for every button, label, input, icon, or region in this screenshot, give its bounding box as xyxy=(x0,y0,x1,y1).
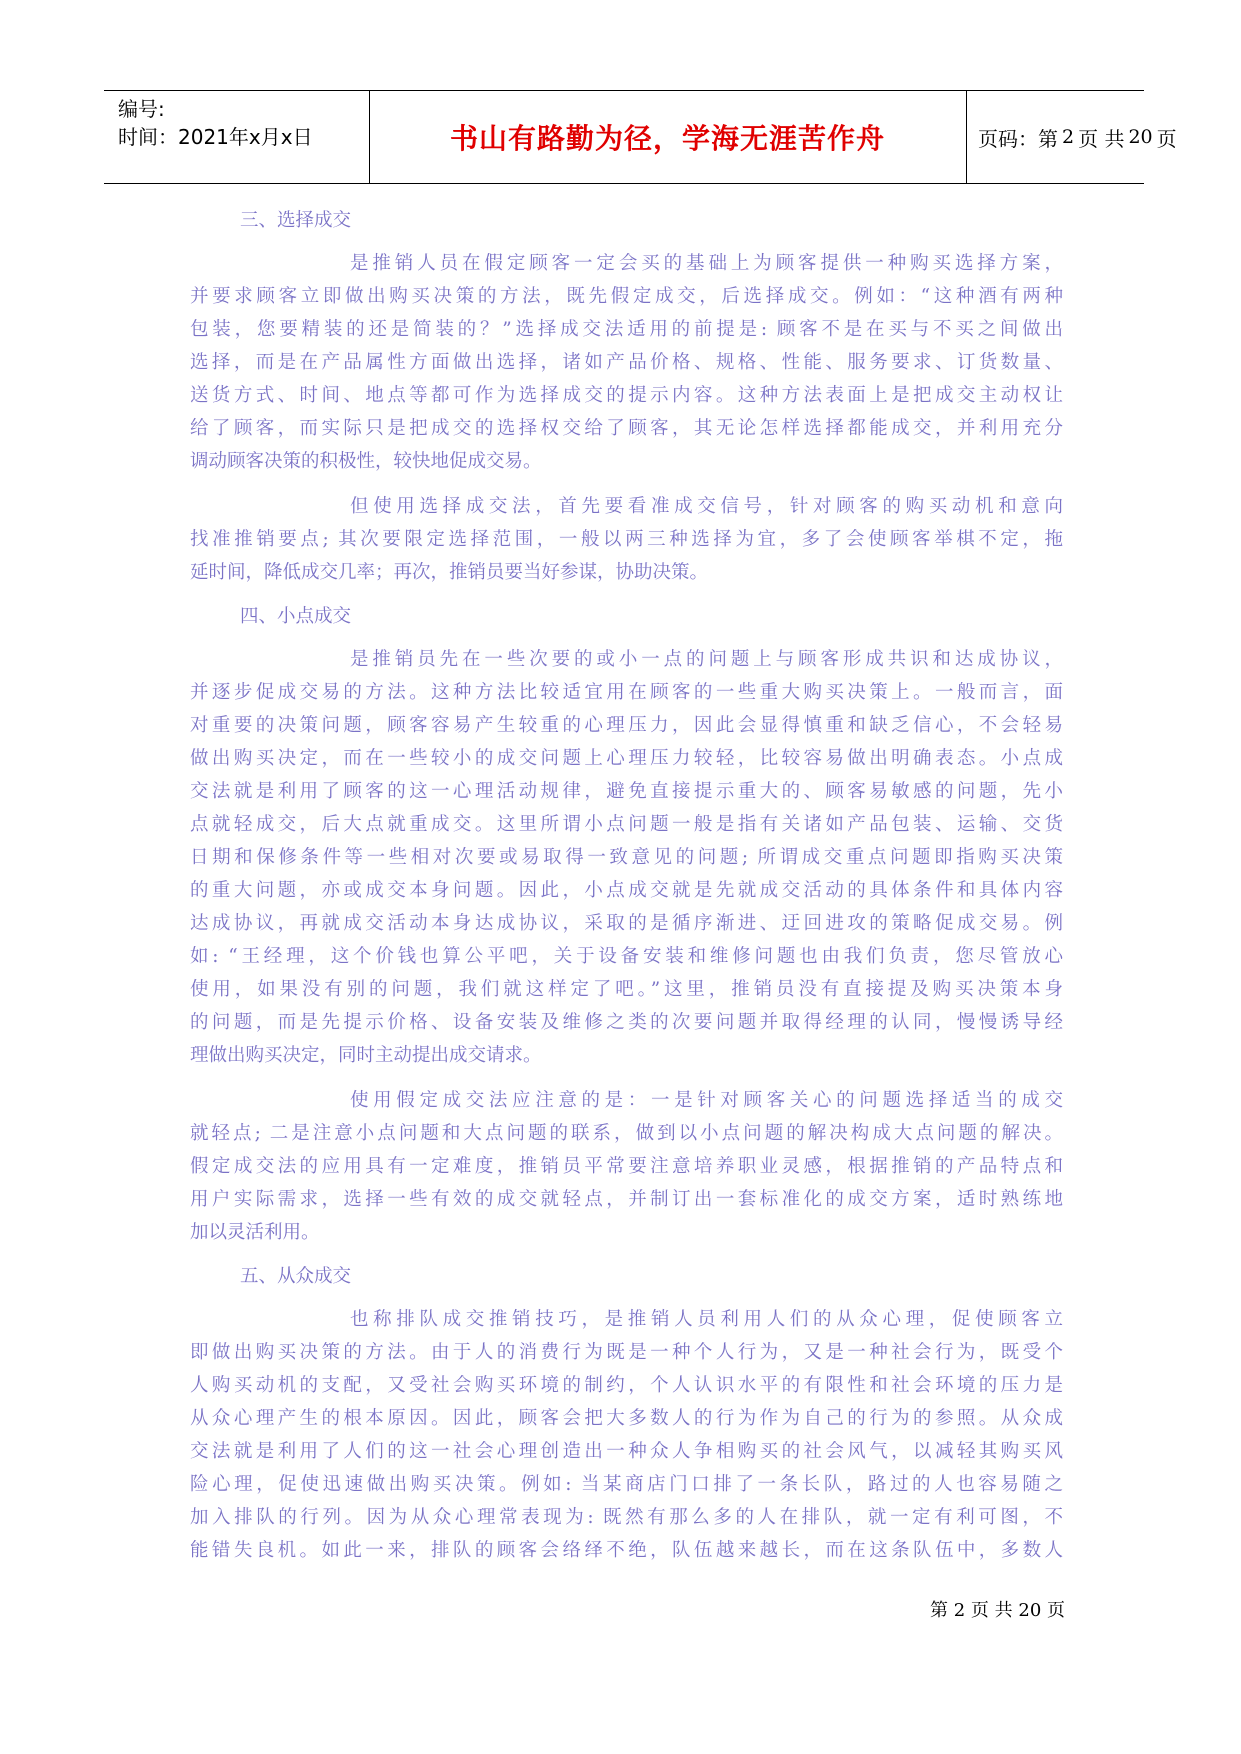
text-line: 并逐步促成交易的方法。这种方法比较适宜用在顾客的一些重大购买决策上。一般而言，面 xyxy=(190,682,1063,703)
page-suffix: 页 xyxy=(1156,126,1177,151)
header-meta xyxy=(118,91,368,183)
text-line: 调动顾客决策的积极性，较快地促成交易。 xyxy=(190,451,542,472)
page-mid: 页 共 xyxy=(1078,126,1125,151)
text-line: 使用假定成交法应注意的是：一是针对顾客关心的问题选择适当的成交 xyxy=(350,1090,1063,1111)
page-current: 2 xyxy=(1062,126,1075,148)
text-line: 就轻点; 二是注意小点问题和大点问题的联系，做到以小点问题的解决构成大点问题的解决。 xyxy=(190,1123,1063,1144)
text-line: 做出购买决定，而在一些较小的成交问题上心理压力较轻，比较容易做出明确表态。小点成 xyxy=(190,748,1063,769)
text-line: 加入排队的行列。因为从众心理常表现为: 既然有那么多的人在排队，就一定有利可图，不 xyxy=(190,1507,1063,1528)
text-line: 交法就是利用了人们的这一社会心理创造出一种众人争相购买的社会风气，以减轻其购买风 xyxy=(190,1441,1063,1462)
text-line: 交法就是利用了顾客的这一心理活动规律，避免直接提示重大的、顾客易敏感的问题，先小 xyxy=(190,781,1063,802)
header-divider xyxy=(966,91,967,183)
text-line: 的重大问题，亦或成交本身问题。因此，小点成交就是先就成交活动的具体条件和具体内容 xyxy=(190,880,1063,901)
time-label: 时间：2021年x月x日 xyxy=(118,125,313,149)
text-line: 假定成交法的应用具有一定难度，推销员平常要注意培养职业灵感，根据推销的产品特点和 xyxy=(190,1156,1063,1177)
paragraph xyxy=(190,490,1063,589)
section-heading: 三、选择成交 xyxy=(240,210,352,231)
paragraph xyxy=(190,1084,1063,1249)
text-line: 对重要的决策问题，顾客容易产生较重的心理压力，因此会显得慎重和缺乏信心，不会轻易 xyxy=(190,715,1063,736)
text-line: 日期和保修条件等一些相对次要或易取得一致意见的问题; 所谓成交重点问题即指购买决策 xyxy=(190,847,1063,868)
document-body xyxy=(190,205,1063,1579)
paragraph xyxy=(190,1303,1063,1567)
header-motto: 书山有路勤为径，学海无涯苦作舟 xyxy=(449,122,885,155)
text-line: 用户实际需求，选择一些有效的成交就轻点，并制订出一套标准化的成交方案，适时熟练地 xyxy=(190,1189,1063,1210)
header-page-number xyxy=(978,91,1177,183)
paragraph xyxy=(190,247,1063,478)
text-line: 达成协议，再就成交活动本身达成协议，采取的是循序渐进、迂回进攻的策略促成交易。例 xyxy=(190,913,1063,934)
text-line: 找准推销要点; 其次要限定选择范围，一般以两三种选择为宜，多了会使顾客举棋不定，拖 xyxy=(190,529,1063,550)
text-line: 延时间，降低成交几率；再次，推销员要当好参谋，协助决策。 xyxy=(190,562,709,583)
text-line: 也称排队成交推销技巧，是推销人员利用人们的从众心理，促使顾客立 xyxy=(350,1309,1063,1330)
text-line: 给了顾客，而实际只是把成交的选择权交给了顾客，其无论怎样选择都能成交，并利用充分 xyxy=(190,418,1063,439)
text-line: 点就轻成交，后大点就重成交。这里所谓小点问题一般是指有关诸如产品包装、运输、交货 xyxy=(190,814,1063,835)
document-header xyxy=(104,90,1177,184)
text-line: 选择，而是在产品属性方面做出选择，诸如产品价格、规格、性能、服务要求、订货数量、 xyxy=(190,352,1063,373)
number-label: 编号: xyxy=(118,97,165,121)
section-heading: 五、从众成交 xyxy=(240,1266,352,1287)
text-line: 从众心理产生的根本原因。因此，顾客会把大多数人的行为作为自己的行为的参照。从众成 xyxy=(190,1408,1063,1429)
page-footer: 第 2 页 共 20 页 xyxy=(930,1600,1065,1621)
text-line: 理做出购买决定，同时主动提出成交请求。 xyxy=(190,1045,542,1066)
text-line: 包装，您要精装的还是简装的？”选择成交法适用的前提是: 顾客不是在买与不买之间做出 xyxy=(190,319,1063,340)
paragraph xyxy=(190,643,1063,1072)
text-line: 送货方式、时间、地点等都可作为选择成交的提示内容。这种方法表面上是把成交主动权让 xyxy=(190,385,1063,406)
section-heading: 四、小点成交 xyxy=(240,606,352,627)
text-line: 即做出购买决策的方法。由于人的消费行为既是一种个人行为，又是一种社会行为，既受个 xyxy=(190,1342,1063,1363)
text-line: 的问题，而是先提示价格、设备安装及维修之类的次要问题并取得经理的认同，慢慢诱导经 xyxy=(190,1012,1063,1033)
text-line: 加以灵活利用。 xyxy=(190,1222,320,1243)
text-line: 是推销人员在假定顾客一定会买的基础上为顾客提供一种购买选择方案， xyxy=(350,253,1063,274)
text-line: 险心理，促使迅速做出购买决策。例如: 当某商店门口排了一条长队，路过的人也容易随之 xyxy=(190,1474,1063,1495)
text-line: 人购买动机的支配，又受社会购买环境的制约，个人认识水平的有限性和社会环境的压力是 xyxy=(190,1375,1063,1396)
text-line: 并要求顾客立即做出购买决策的方法，既先假定成交，后选择成交。例如：“这种酒有两种 xyxy=(190,286,1063,307)
text-line: 如: “王经理，这个价钱也算公平吧，关于设备安装和维修问题也由我们负责，您尽管放心 xyxy=(190,946,1063,967)
text-line: 但使用选择成交法，首先要看准成交信号，针对顾客的购买动机和意向 xyxy=(350,496,1063,517)
page-prefix: 页码：第 xyxy=(978,126,1058,151)
page-total: 20 xyxy=(1128,126,1153,148)
text-line: 能错失良机。如此一来，排队的顾客会络绎不绝，队伍越来越长，而在这条队伍中，多数人 xyxy=(190,1540,1063,1561)
text-line: 是推销员先在一些次要的或小一点的问题上与顾客形成共识和达成协议， xyxy=(350,649,1063,670)
text-line: 使用，如果没有别的问题，我们就这样定了吧。”这里，推销员没有直接提及购买决策本身 xyxy=(190,979,1063,1000)
